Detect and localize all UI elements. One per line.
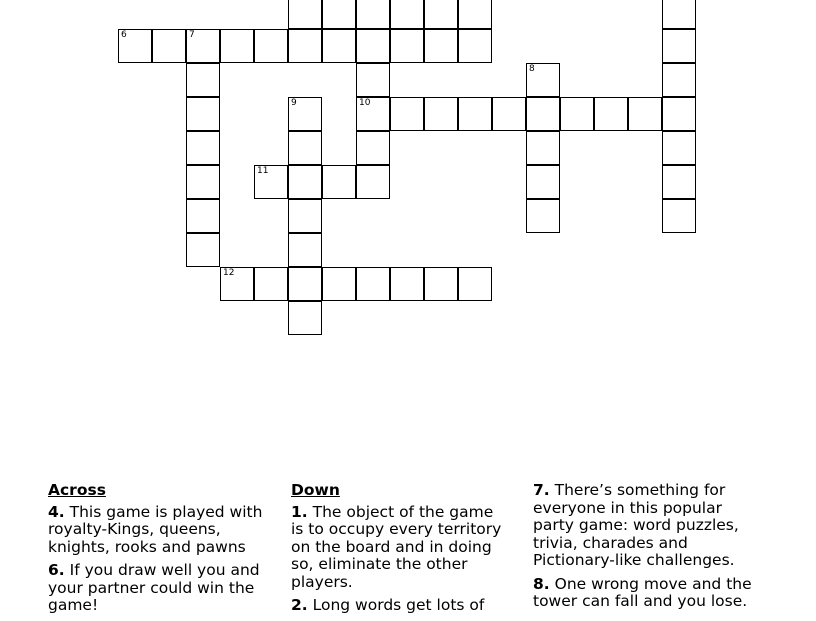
clue-number: 6. — [48, 561, 65, 579]
clue-text: This game is played with royalty-Kings, queens, knights, rooks and pawns — [48, 502, 263, 556]
grid-cell[interactable] — [356, 97, 390, 131]
down-clues-continued — [533, 482, 755, 617]
grid-cell[interactable] — [526, 63, 560, 97]
clue-number-label: 8 — [529, 64, 535, 74]
down-clue — [291, 597, 509, 615]
grid-cell[interactable] — [288, 131, 322, 165]
grid-cell[interactable] — [254, 29, 288, 63]
grid-cell[interactable] — [220, 267, 254, 301]
clue-number-label: 11 — [257, 166, 269, 176]
grid-cell[interactable] — [322, 29, 356, 63]
grid-cell[interactable] — [186, 63, 220, 97]
across-clue — [48, 504, 274, 557]
clue-number: 2. — [291, 596, 308, 614]
grid-cell[interactable] — [288, 301, 322, 335]
grid-cell[interactable] — [288, 29, 322, 63]
clue-number: 7. — [533, 481, 550, 499]
grid-cell[interactable] — [424, 29, 458, 63]
grid-cell[interactable] — [220, 29, 254, 63]
grid-cell[interactable] — [356, 0, 390, 29]
grid-cell[interactable] — [254, 165, 288, 199]
grid-cell[interactable] — [662, 97, 696, 131]
grid-cell[interactable] — [322, 267, 356, 301]
grid-cell[interactable] — [526, 97, 560, 131]
grid-cell[interactable] — [526, 199, 560, 233]
grid-cell[interactable] — [662, 0, 696, 29]
grid-cell[interactable] — [322, 165, 356, 199]
clue-text: If you draw well you and your partner could win the game! — [48, 561, 260, 614]
across-clues — [48, 482, 274, 621]
grid-cell[interactable] — [662, 131, 696, 165]
down-clues — [291, 482, 509, 621]
grid-cell[interactable] — [288, 0, 322, 29]
grid-cell[interactable] — [186, 97, 220, 131]
grid-cell[interactable] — [356, 267, 390, 301]
grid-cell[interactable] — [186, 131, 220, 165]
grid-cell[interactable] — [322, 0, 356, 29]
grid-cell[interactable] — [424, 267, 458, 301]
grid-cell[interactable] — [458, 267, 492, 301]
grid-cell[interactable] — [458, 0, 492, 29]
grid-cell[interactable] — [288, 267, 322, 301]
grid-cell[interactable] — [390, 267, 424, 301]
grid-cell[interactable] — [526, 131, 560, 165]
grid-cell[interactable] — [560, 97, 594, 131]
clue-text: There’s something for everyone in this popular party game: word puzzles, trivia, charades and Pictionary-like challenges. — [533, 481, 739, 569]
clue-number: 1. — [291, 502, 308, 521]
down-clue — [533, 482, 755, 570]
grid-cell[interactable] — [356, 131, 390, 165]
clue-text: Long words get lots of — [312, 596, 485, 614]
clue-text: The object of the game is to occupy every territory on the board and in doing so, eliminate the other players. — [291, 502, 502, 591]
clue-text: One wrong move and the tower can fall and you lose. — [533, 574, 752, 610]
grid-cell[interactable] — [288, 165, 322, 199]
down-clue — [533, 576, 755, 611]
grid-cell[interactable] — [186, 199, 220, 233]
clue-number-label: 7 — [189, 30, 195, 40]
clue-number-label: 12 — [223, 268, 235, 278]
grid-cell[interactable] — [526, 165, 560, 199]
grid-cell[interactable] — [424, 0, 458, 29]
grid-cell[interactable] — [186, 165, 220, 199]
grid-cell[interactable] — [288, 97, 322, 131]
grid-cell[interactable] — [356, 63, 390, 97]
grid-cell[interactable] — [390, 97, 424, 131]
clue-number: 4. — [48, 502, 65, 521]
grid-cell[interactable] — [458, 97, 492, 131]
clue-number: 8. — [533, 574, 550, 593]
grid-cell[interactable] — [186, 233, 220, 267]
grid-cell[interactable] — [390, 0, 424, 29]
grid-cell[interactable] — [492, 97, 526, 131]
grid-cell[interactable] — [594, 97, 628, 131]
grid-cell[interactable] — [458, 29, 492, 63]
grid-cell[interactable] — [152, 29, 186, 63]
down-clue — [291, 504, 509, 592]
clue-number-label: 6 — [121, 30, 127, 40]
across-clue — [48, 562, 274, 615]
grid-cell[interactable] — [254, 267, 288, 301]
clue-number-label: 9 — [291, 98, 297, 108]
grid-cell[interactable] — [662, 63, 696, 97]
down-heading: Down — [291, 481, 340, 499]
grid-cell[interactable] — [118, 29, 152, 63]
grid-cell[interactable] — [288, 233, 322, 267]
grid-cell[interactable] — [662, 29, 696, 63]
across-heading: Across — [48, 481, 106, 499]
grid-cell[interactable] — [424, 97, 458, 131]
grid-cell[interactable] — [662, 165, 696, 199]
clue-number-label: 10 — [359, 98, 371, 108]
grid-cell[interactable] — [186, 29, 220, 63]
grid-cell[interactable] — [662, 199, 696, 233]
grid-cell[interactable] — [288, 199, 322, 233]
grid-cell[interactable] — [628, 97, 662, 131]
grid-cell[interactable] — [390, 29, 424, 63]
grid-cell[interactable] — [356, 29, 390, 63]
grid-cell[interactable] — [356, 165, 390, 199]
